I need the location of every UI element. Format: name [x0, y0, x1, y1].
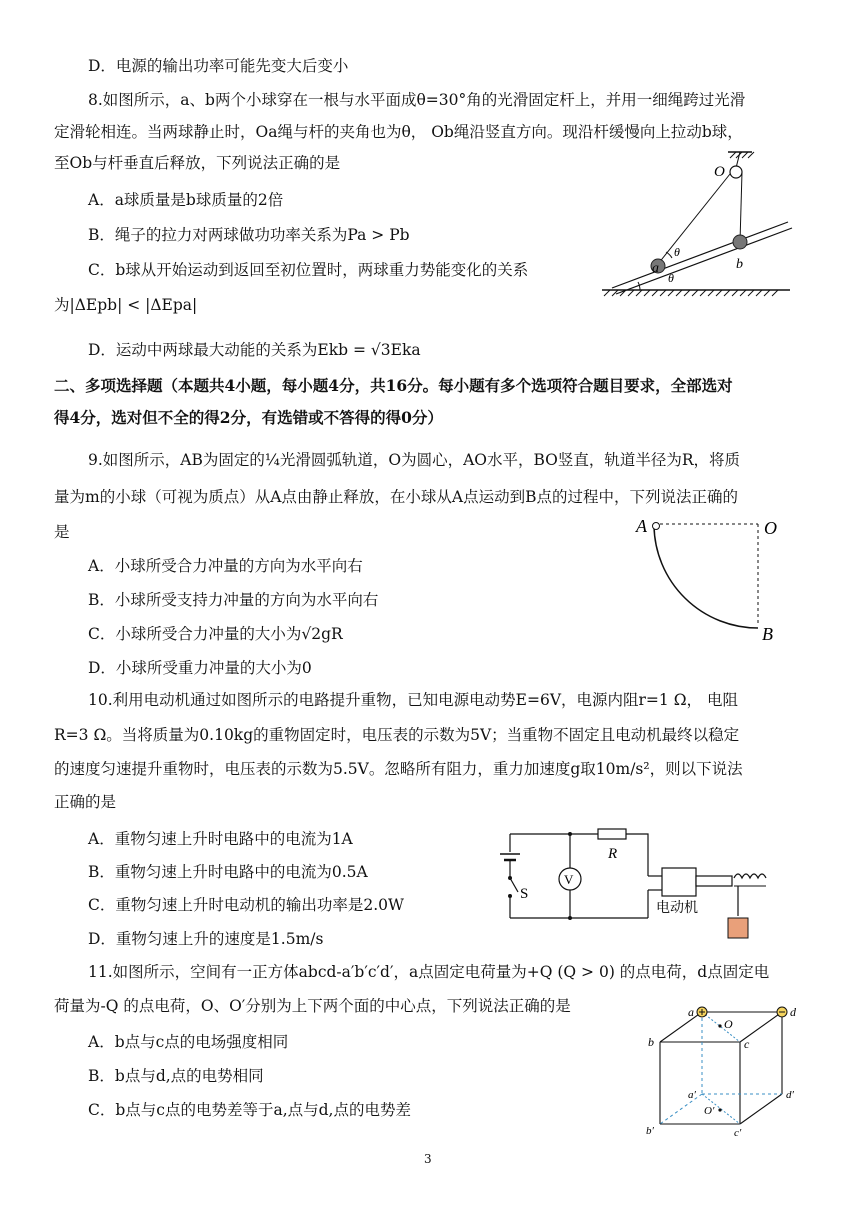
q11-option-a: A．b点与c点的电场强度相同: [88, 1033, 289, 1051]
q8-option-c-line2: 为|ΔEpb| < |ΔEpa|: [54, 296, 198, 314]
q10-stem-line1: 10.利用电动机通过如图所示的电路提升重物，已知电源电动势E=6V，电源内阻r=1 Ω， 电阻: [88, 691, 738, 709]
q8-stem-line1: 8.如图所示，a、b两个小球穿在一根与水平面成θ=30°角的光滑固定杆上，并用一细绳跨过光滑: [88, 91, 746, 109]
q11-fig-label-o-prime: O′: [704, 1105, 715, 1117]
q9-stem-line3: 是: [54, 523, 70, 541]
q10-fig-label-v: V: [564, 872, 574, 887]
q10-fig-label-s: S: [520, 886, 529, 902]
q11-fig-label-d: d: [790, 1005, 796, 1019]
q11-fig-label-a: a: [688, 1005, 694, 1019]
q11-cube-figure: [640, 1000, 820, 1140]
q8-stem-line3: 至Ob与杆垂直后释放，下列说法正确的是: [54, 154, 341, 172]
q8-fig-label-a: a: [652, 261, 659, 276]
section2-heading-line1: 二、多项选择题（本题共4小题，每小题4分，共16分。每小题有多个选项符合题目要求，全部选对: [54, 376, 733, 395]
q9-option-b: B．小球所受支持力冲量的方向为水平向右: [88, 591, 379, 609]
q8-fig-label-theta-top: θ: [674, 245, 680, 259]
q11-option-c: C．b点与c点的电势差等于a,点与d,点的电势差: [88, 1101, 411, 1119]
q7-option-d: D．电源的输出功率可能先变大后变小: [88, 57, 349, 75]
q8-stem-line2: 定滑轮相连。当两球静止时，Oa绳与杆的夹角也为θ， Ob绳沿竖直方向。现沿杆缓慢向上拉动b球，: [54, 123, 743, 141]
q9-fig-label-a: A: [636, 516, 647, 536]
q8-fig-label-theta-bottom: θ: [668, 271, 674, 285]
q10-circuit-figure: [488, 828, 778, 943]
q9-arc-figure: [630, 512, 790, 647]
q9-option-c: C．小球所受合力冲量的大小为√2gR: [88, 625, 343, 643]
q11-option-b: B．b点与d,点的电势相同: [88, 1067, 264, 1085]
q11-fig-label-o: O: [724, 1017, 733, 1031]
q10-stem-line2: R=3 Ω。当将质量为0.10kg的重物固定时，电压表的示数为5V；当重物不固定且电动机最终以稳定: [54, 726, 740, 744]
q11-stem-line1: 11.如图所示，空间有一正方体abcd-a′b′c′d′，a点固定电荷量为+Q (Q > 0) 的点电荷，d点固定电: [88, 963, 770, 981]
q9-option-d: D．小球所受重力冲量的大小为0: [88, 659, 312, 677]
q8-option-c-line1: C．b球从开始运动到返回至初位置时，两球重力势能变化的关系: [88, 261, 529, 279]
q10-option-d: D．重物匀速上升的速度是1.5m/s: [88, 930, 324, 948]
q8-fig-label-b: b: [736, 257, 743, 272]
page-number: 3: [424, 1152, 432, 1166]
q9-stem-line1: 9.如图所示，AB为固定的¼光滑圆弧轨道，O为圆心，AO水平，BO竖直，轨道半径为R，将质: [88, 451, 741, 469]
q10-fig-label-motor: 电动机: [656, 901, 698, 916]
q9-fig-label-b: B: [762, 624, 773, 644]
q10-option-a: A．重物匀速上升时电路中的电流为1A: [88, 830, 353, 848]
q11-fig-label-c: c: [744, 1037, 750, 1051]
q8-option-d: D．运动中两球最大动能的关系为Ekb = √3Eka: [88, 341, 421, 359]
q11-fig-label-a-prime: a′: [688, 1089, 696, 1101]
q11-fig-label-b-prime: b′: [646, 1125, 654, 1137]
q8-option-a: A．a球质量是b球质量的2倍: [88, 191, 284, 209]
q11-fig-label-d-prime: d′: [786, 1089, 794, 1101]
q10-stem-line3: 的速度匀速提升重物时，电压表的示数为5.5V。忽略所有阻力，重力加速度g取10m/s²，则以下说法: [54, 760, 743, 778]
q8-option-b: B．绳子的拉力对两球做功功率关系为Pa > Pb: [88, 226, 410, 244]
q11-stem-line2: 荷量为-Q 的点电荷，O、O′分别为上下两个面的中心点，下列说法正确的是: [54, 997, 571, 1015]
q10-stem-line4: 正确的是: [54, 793, 117, 811]
q11-fig-label-b: b: [648, 1035, 654, 1049]
q9-stem-line2: 量为m的小球（可视为质点）从A点由静止释放，在小球从A点运动到B点的过程中，下列说法正确的: [54, 488, 738, 506]
q8-fig-label-o: O: [714, 164, 725, 180]
q10-fig-label-r: R: [608, 846, 618, 862]
q11-fig-label-c-prime: c′: [734, 1127, 742, 1139]
q10-option-b: B．重物匀速上升时电路中的电流为0.5A: [88, 863, 368, 881]
q10-option-c: C．重物匀速上升时电动机的输出功率是2.0W: [88, 896, 404, 914]
section2-heading-line2: 得4分，选对但不全的得2分，有选错或不答得的得0分）: [54, 408, 443, 427]
q9-option-a: A．小球所受合力冲量的方向为水平向右: [88, 557, 363, 575]
q8-incline-figure: [590, 150, 800, 300]
q9-fig-label-o: O: [764, 518, 777, 538]
